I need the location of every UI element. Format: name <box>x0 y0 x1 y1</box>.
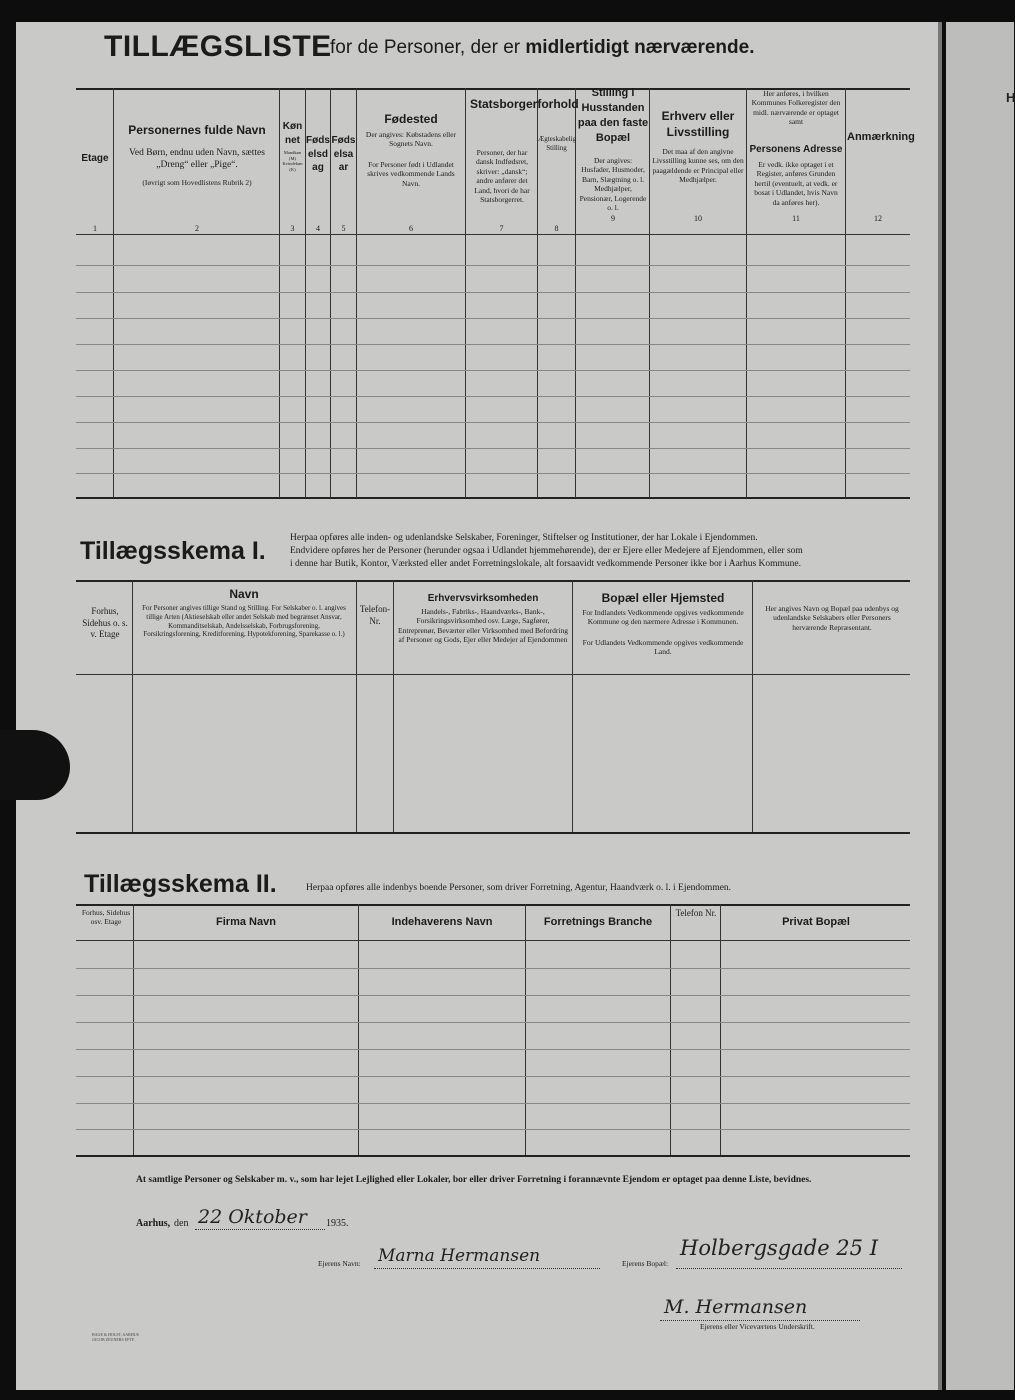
skema1-col-business-instructions: Handels-, Fabriks-, Haandværks-, Bank-, Forsikringsvirksomhed osv. Læge, Sagfører, Entreprenør, Beværter eller Virksomhed med Befordring af Personer og Gods, Ejer eller Medejer af Ejendommen <box>398 607 568 645</box>
col-num-3: 3 <box>290 224 295 233</box>
col-occupation-instructions: Det maa af den angivne Livsstilling kunne ses, om den paagældende er Principal eller Medhjælper. <box>652 147 744 185</box>
col-birthplace-note: For Personer født i Udlandet skrives vedkommende Lands Navn. <box>367 160 455 188</box>
col-num-9: 9 <box>611 214 615 223</box>
subtitle-bold: midlertidigt nærværende. <box>525 37 755 58</box>
col-etage-header: Etage <box>81 153 109 164</box>
col-num-11: 11 <box>792 214 800 223</box>
col-birthday-header: Fødselsdag <box>306 135 330 173</box>
col-num-4: 4 <box>316 224 320 233</box>
col-gender-note: Mandkøn (M) Kvindekøn (K) <box>282 150 303 172</box>
col-num-12: 12 <box>874 214 882 223</box>
city-label: Aarhus, <box>136 1218 171 1229</box>
skema1-col-representative: Her angives Navn og Bopæl paa udenbys og udenlandske Selskabers eller Personers herværende Repræsentant. <box>765 604 899 632</box>
skema1-col-phone: Telefon-Nr. <box>359 604 391 626</box>
skema1-col-residence-header: Bopæl eller Hjemsted <box>601 591 725 605</box>
col-birthplace-header: Fødested <box>384 112 438 126</box>
facing-page-letter: H <box>1006 90 1015 105</box>
facing-page-edge <box>946 22 1014 1390</box>
skema2-col-floor: Forhus, Sidehus osv. Etage <box>81 908 131 927</box>
col-address-instructions: Her anføres, i hvilken Kommunes Folkeregister den midl. nærværende er optaget samt <box>751 89 841 127</box>
skema1-desc-line1: Herpaa opføres alle inden- og udenlandske Selskaber, Foreninger, Stiftelser og Institutioner, der har Lokale i Ejendommen. <box>290 533 758 543</box>
col-birthplace-instructions: Der angives: Købstadens eller Sognets Navn. <box>365 130 457 149</box>
skema1-desc-line3: i denne har Butik, Kontor, Værksted eller andet Forretningslokale, alt forsaavidt vedkommende Personer ikke bor i Aarhus Kommune. <box>290 558 802 569</box>
skema2-title: Tillægsskema II. <box>84 870 277 898</box>
printer-imprint: BAGE & HOLST, AARHUS JACOB ZEUNERS EFTF. <box>92 1332 139 1343</box>
skema2-col-phone: Telefon Nr. <box>675 908 717 918</box>
owner-name-label: Ejerens Navn: <box>318 1259 361 1268</box>
col-num-10: 10 <box>694 214 702 223</box>
skema2-col-branch: Forretnings Branche <box>543 916 653 928</box>
col-birthyear-header: Fødselsaar <box>331 135 356 173</box>
skema1-col-name-header: Navn <box>229 587 259 601</box>
year-label: 1935. <box>326 1218 349 1229</box>
col-num-5: 5 <box>341 224 346 233</box>
col-household-header: Stilling i Husstanden paa den faste Bopæl <box>577 87 649 144</box>
skema1-col-floor: Forhus, Sidehus o. s. v. Etage <box>82 606 128 640</box>
col-marital-header: Ægteskabelig Stilling <box>538 135 577 152</box>
skema2-description: Herpaa opføres alle indenbys boende Personer, som driver Forretning, Agentur, Haandværk o. l. i Ejendommen. <box>306 883 732 893</box>
skema1-desc-line2: Endvidere opføres her de Personer (herunder ogsaa i Udlandet hjemmehørende), der er Ejere eller Medejere af Ejendommen, eller som <box>290 545 803 556</box>
skema2-col-private: Privat Bopæl <box>782 916 850 928</box>
col-num-7: 7 <box>499 224 504 233</box>
col-name-instructions: Ved Børn, endnu uden Navn, sættes „Dreng“ eller „Pige“. <box>129 148 265 171</box>
den-label: den <box>174 1218 189 1229</box>
col-num-8: 8 <box>554 224 559 233</box>
col-citizenship-instructions: Personer, der har dansk Indfødsret, skriver: „dansk“; andre anfører det Land, hvori de har Statsborgerret. <box>474 148 530 204</box>
skema1-title: Tillægsskema I. <box>80 537 266 565</box>
col-household-instructions: Der angives: Husfader, Husmoder, Barn, Slægtning o. l. Medhjælper, Pensionær, Logerende o. l. <box>579 156 647 212</box>
form-subtitle <box>330 37 755 59</box>
skema1-description <box>290 532 910 570</box>
subtitle-pre: for de Personer, der er <box>330 37 526 58</box>
owner-address-value: Holbergsgade 25 I <box>680 1236 879 1260</box>
skema1-col-name-instructions: For Personer angives tillige Stand og Stilling. For Selskaber o. l. angives tillige Arten (Aktieselskab eller andet Selskab med begrænset Ansvar, Kommanditselskab, Andelsselskab, Forbrugsforening, Forsikringsforening, Kreditforening, Hypotekforening, Sparekasse o. l.) <box>142 604 346 639</box>
date-handwritten: 22 Oktober <box>198 1206 307 1228</box>
col-gender-header: Kønnet <box>282 121 303 146</box>
skema1-col-residence-instructions: For Indlandets Vedkommende opgives vedkommende Kommune og den nærmere Adresse i Kommunen. <box>582 608 744 627</box>
owner-address-label: Ejerens Bopæl: <box>622 1259 669 1268</box>
attestation-statement: At samtlige Personer og Selskaber m. v., som har lejet Lejlighed eller Lokaler, bor eller driver Forretning i forannævnte Ejendom er optaget paa denne Liste, bevidnes. <box>136 1175 812 1185</box>
col-address-note: Er vedk. ikke optaget i et Register, anføres Grunden hertil (eventuelt, at vedk. er bosat i Udlandet, hvis Navn da anføres her). <box>754 160 838 207</box>
signature-label: Ejerens eller Viceværtens Underskrift. <box>700 1322 815 1331</box>
col-name-note: (Iøvrigt som Hovedlistens Rubrik 2) <box>142 178 252 187</box>
skema2-col-firm: Firma Navn <box>216 916 276 928</box>
col-address-header: Personens Adresse <box>749 144 843 155</box>
col-occupation-header: Erhverv eller Livsstilling <box>661 109 735 140</box>
scanner-thumb <box>0 730 70 800</box>
owner-name-value: Marna Hermansen <box>378 1246 541 1266</box>
col-remarks-header: Anmærkning <box>847 131 915 143</box>
col-num-2: 2 <box>195 224 199 233</box>
signature: M. Hermansen <box>664 1296 808 1318</box>
col-num-6: 6 <box>409 224 413 233</box>
col-num-1: 1 <box>93 224 97 233</box>
col-name-header: Personernes fulde Navn <box>128 123 266 137</box>
form-title: TILLÆGSLISTE <box>104 30 332 63</box>
col-citizenship-header: Statsborgerforhold <box>470 97 579 111</box>
skema1-col-residence-foreign: For Udlandets Vedkommende opgives vedkommende Land. <box>582 638 744 657</box>
skema1-col-business-header: Erhvervsvirksomheden <box>427 593 539 604</box>
skema2-col-owner: Indehaverens Navn <box>391 916 493 928</box>
